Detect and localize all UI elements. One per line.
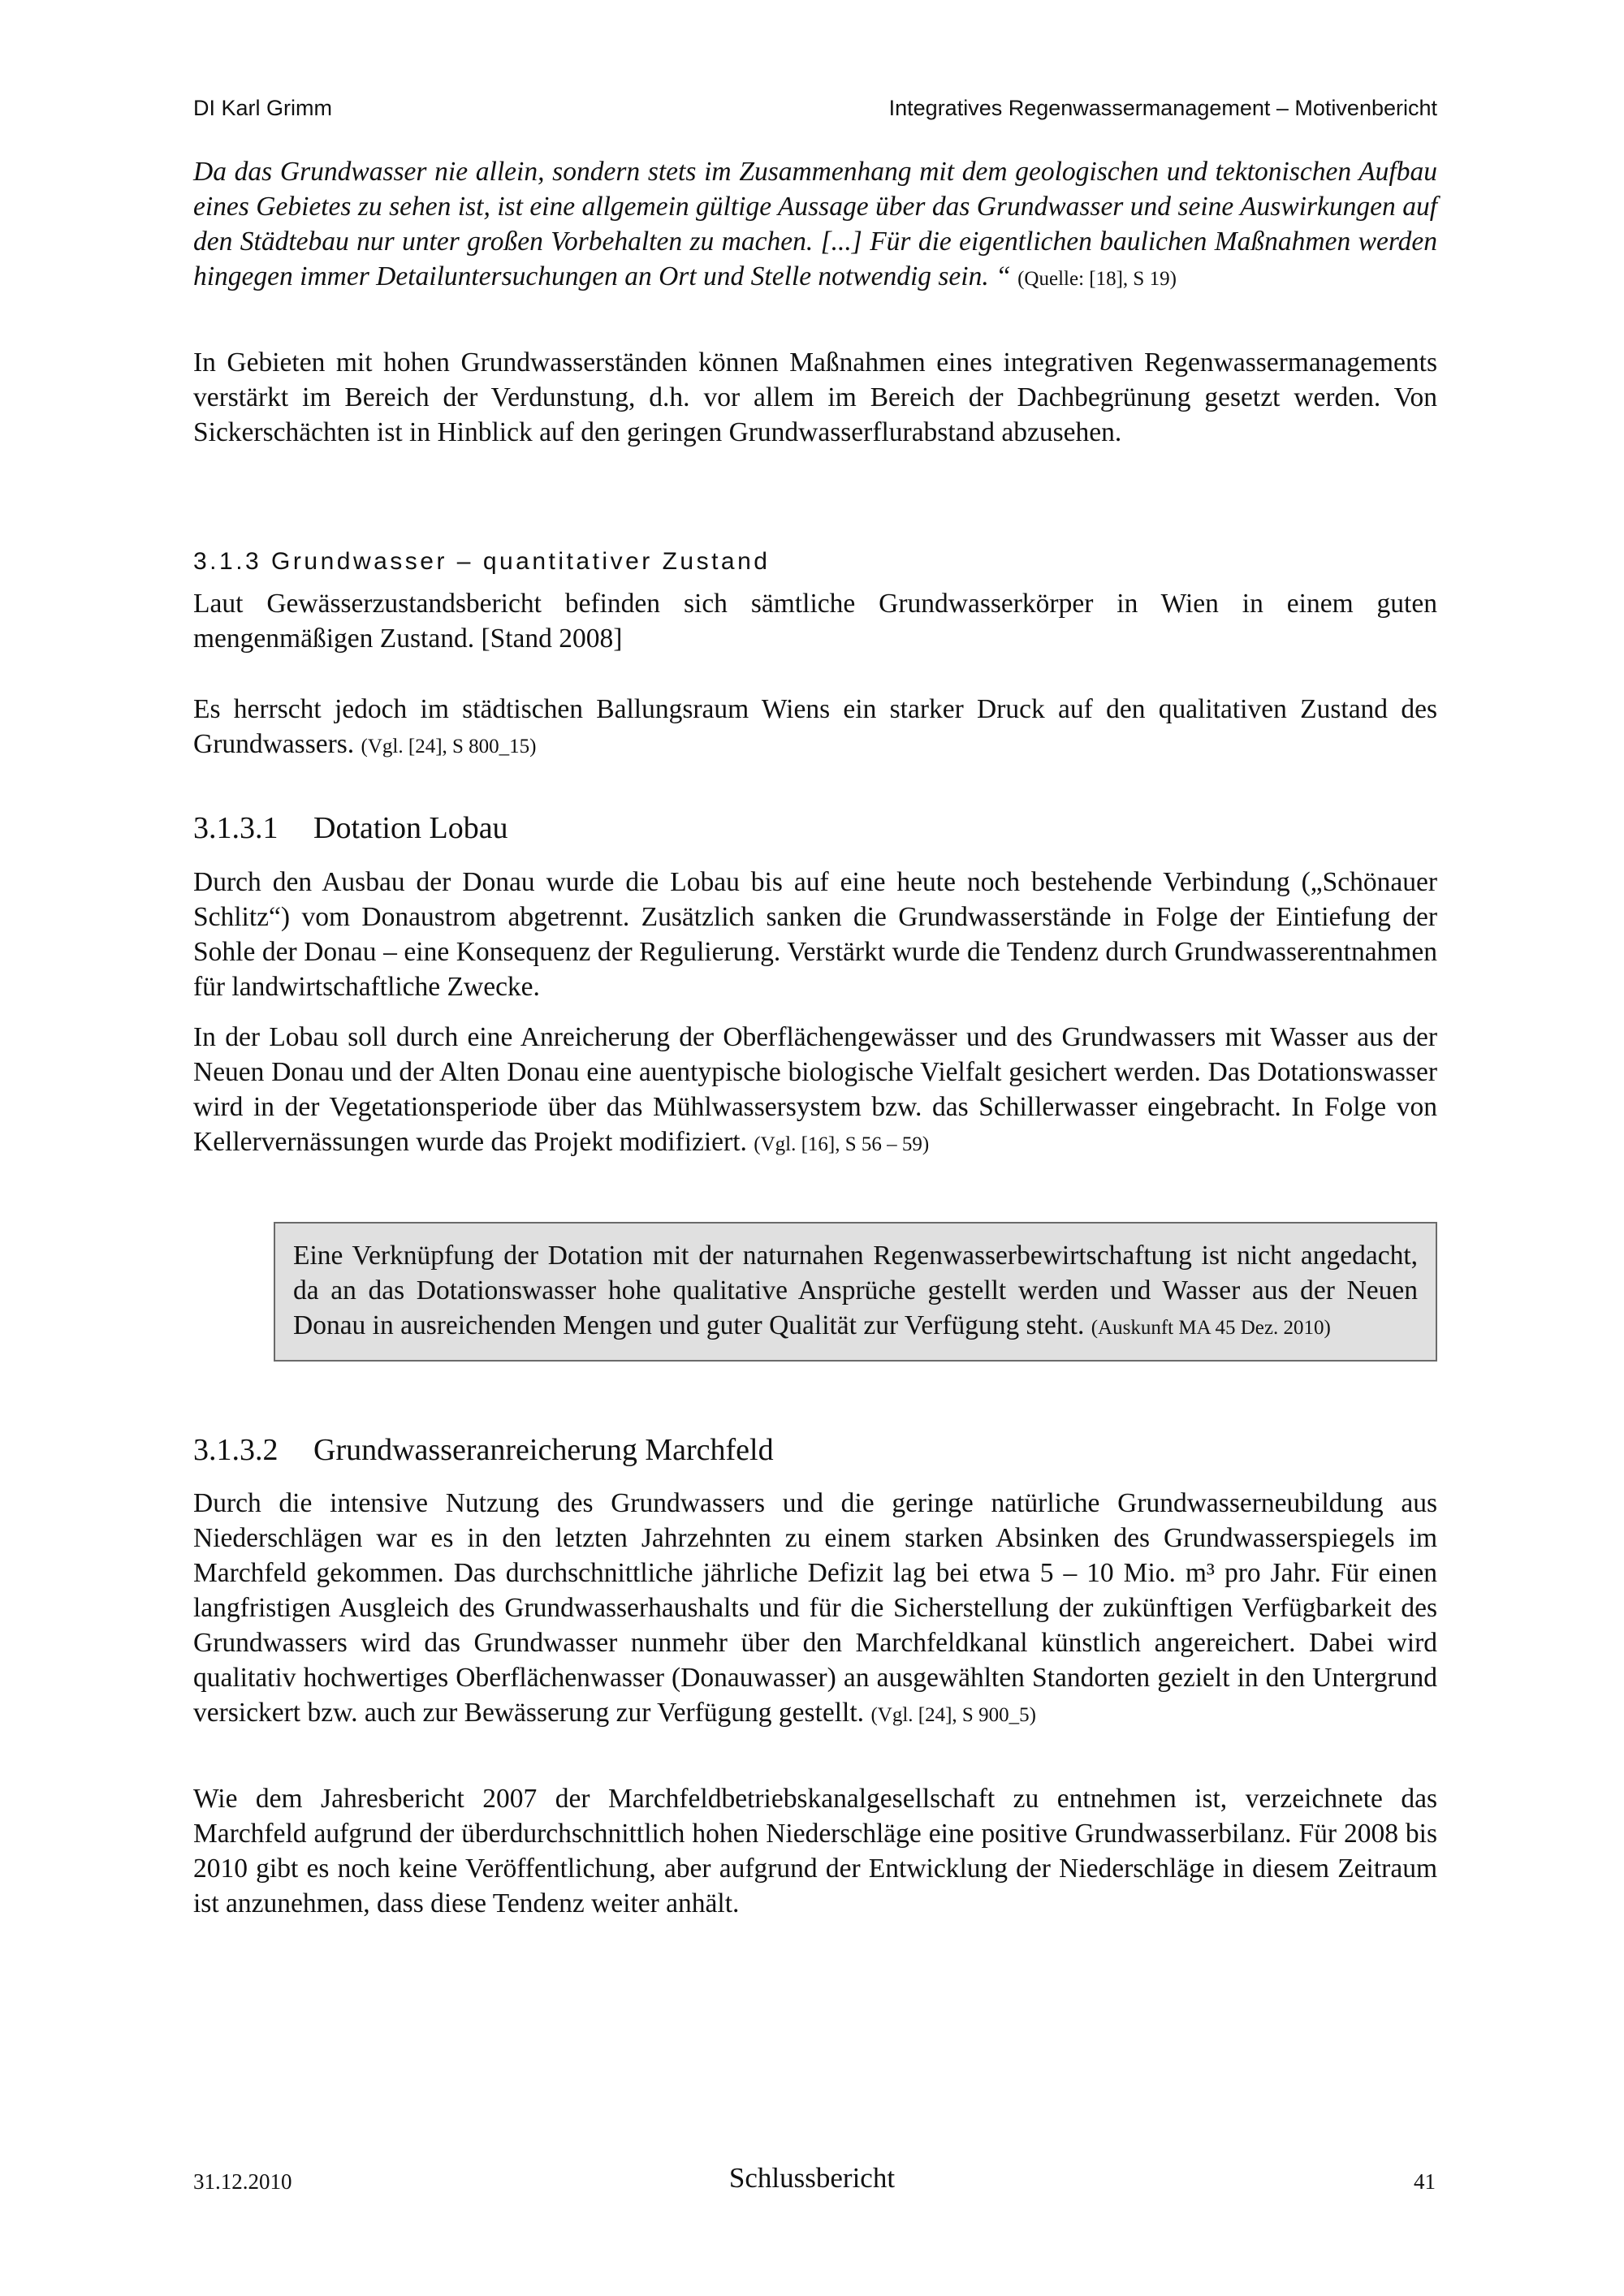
section-3131-para2-block <box>193 1020 1437 1162</box>
intro-quote-source: (Quelle: [18], S 19) <box>1017 268 1177 290</box>
intro-quote-block <box>193 154 1437 296</box>
intro-paragraph-block <box>193 345 1437 450</box>
footer-page-number: 41 <box>1414 2169 1436 2194</box>
footer-title: Schlussbericht <box>728 2162 896 2194</box>
section-3131-para2: In der Lobau soll durch eine Anreicherung der Oberflächengewässer und des Grundwassers mit Wasser aus der Neuen Donau und der Alten Donau eine auentypische biologische Vielfalt gesichert werden. Das Dotationswasser wird in der Vegetationsperiode über das Mühlwassersystem bzw. das Schillerwasser eingebracht. In Folge von Kellervernässungen wurde das Projekt modifiziert. <box>193 1022 1437 1157</box>
section-313-para2-source: (Vgl. [24], S 800_15) <box>361 736 537 757</box>
section-3131-para1-block <box>193 865 1437 1004</box>
header-author: DI Karl Grimm <box>193 96 332 120</box>
section-313-para2: Es herrscht jedoch im städtischen Ballungsraum Wiens ein starker Druck auf den qualitativen Zustand des Grundwassers. <box>193 694 1437 759</box>
section-3132-para2: Wie dem Jahresbericht 2007 der Marchfeldbetriebskanalgesellschaft zu entnehmen ist, verzeichnete das Marchfeld aufgrund der überdurchschnittlich hohen Niederschläge eine positive Grundwasserbilanz. Für 2008 bis 2010 gibt es noch keine Veröffentlichung, aber aufgrund der Entwicklung der Niederschläge in diesem Zeitraum ist anzunehmen, dass diese Tendenz weiter anhält. <box>193 1784 1437 1918</box>
section-3132-title: Grundwasseranreicherung Marchfeld <box>313 1433 774 1467</box>
section-3132-para1: Durch die intensive Nutzung des Grundwassers und die geringe natürliche Grundwasserneubildung aus Niederschlägen war es in den letzten Jahrzehnten zu einem starken Absinken des Grundwasserspiegels im Marchfeld gekommen. Das durchschnittliche jährliche Defizit lag bei etwa 5 – 10 Mio. m³ pro Jahr. Für einen langfristigen Ausgleich des Grundwasserhaushalts und für die Sicherstellung der zukünftigen Verfügbarkeit des Grundwassers wird das Grundwasser nunmehr über den Marchfeldkanal künstlich angereichert. Dabei wird qualitativ hochwertiges Oberflächenwasser (Donauwasser) an ausgewählten Standorten gezielt in den Untergrund versickert bzw. auch zur Bewässerung zur Verfügung gestellt. <box>193 1488 1437 1728</box>
section-3132-para1-block <box>193 1486 1437 1733</box>
section-3132-para1-source: (Vgl. [24], S 900_5) <box>870 1704 1036 1726</box>
header-report-title: Integratives Regenwassermanagement – Motivenbericht <box>888 96 1437 120</box>
intro-quote-text: Da das Grundwasser nie allein, sondern stets im Zusammenhang mit dem geologischen und tektonischen Aufbau eines Gebietes zu sehen ist, ist eine allgemein gültige Aussage über das Grundwasser und seine Auswirkungen auf den Städtebau nur unter großen Vorbehalten zu machen. [...] Für die eigentlichen baulichen Maßnahmen werden hingegen immer Detailuntersuchungen an Ort und Stelle notwendig sein. “ <box>193 157 1437 291</box>
highlight-box <box>274 1222 1437 1362</box>
highlight-box-source: (Auskunft MA 45 Dez. 2010) <box>1091 1317 1331 1339</box>
section-313-para1: Laut Gewässerzustandsbericht befinden sich sämtliche Grundwasserkörper in Wien in einem guten mengenmäßigen Zustand. [Stand 2008] <box>193 589 1437 654</box>
section-313-heading: 3.1.3 Grundwasser – quantitativer Zustand <box>193 548 771 575</box>
footer-date: 31.12.2010 <box>193 2169 292 2194</box>
section-3132-para2-block <box>193 1781 1437 1921</box>
section-313-para2-block <box>193 692 1437 764</box>
section-3131-heading <box>193 810 508 846</box>
section-3131-number: 3.1.3.1 <box>193 811 279 845</box>
section-3131-para2-source: (Vgl. [16], S 56 – 59) <box>754 1133 930 1155</box>
section-3132-heading <box>193 1432 774 1468</box>
section-3132-number: 3.1.3.2 <box>193 1433 279 1467</box>
intro-paragraph: In Gebieten mit hohen Grundwasserständen können Maßnahmen eines integrativen Regenwassermanagements verstärkt im Bereich der Verdunstung, d.h. vor allem im Bereich der Dachbegrünung gesetzt werden. Von Sickerschächten ist in Hinblick auf den geringen Grundwasserflurabstand abzusehen. <box>193 347 1437 447</box>
section-3131-para1: Durch den Ausbau der Donau wurde die Lobau bis auf eine heute noch bestehende Verbindung („Schönauer Schlitz“) vom Donaustrom abgetrennt. Zusätzlich sanken die Grundwasserstände in Folge der Eintiefung der Sohle der Donau – eine Konsequenz der Regulierung. Verstärkt wurde die Tendenz durch Grundwasserentnahmen für landwirtschaftliche Zwecke. <box>193 867 1437 1002</box>
section-3131-title: Dotation Lobau <box>313 811 508 845</box>
highlight-box-text: Eine Verknüpfung der Dotation mit der naturnahen Regenwasserbewirtschaftung ist nicht angedacht, da an das Dotationswasser hohe qualitative Ansprüche gestellt werden und Wasser aus der Neuen Donau in ausreichenden Mengen und guter Qualität zur Verfügung steht. <box>293 1241 1418 1340</box>
section-313-para1-block <box>193 586 1437 656</box>
